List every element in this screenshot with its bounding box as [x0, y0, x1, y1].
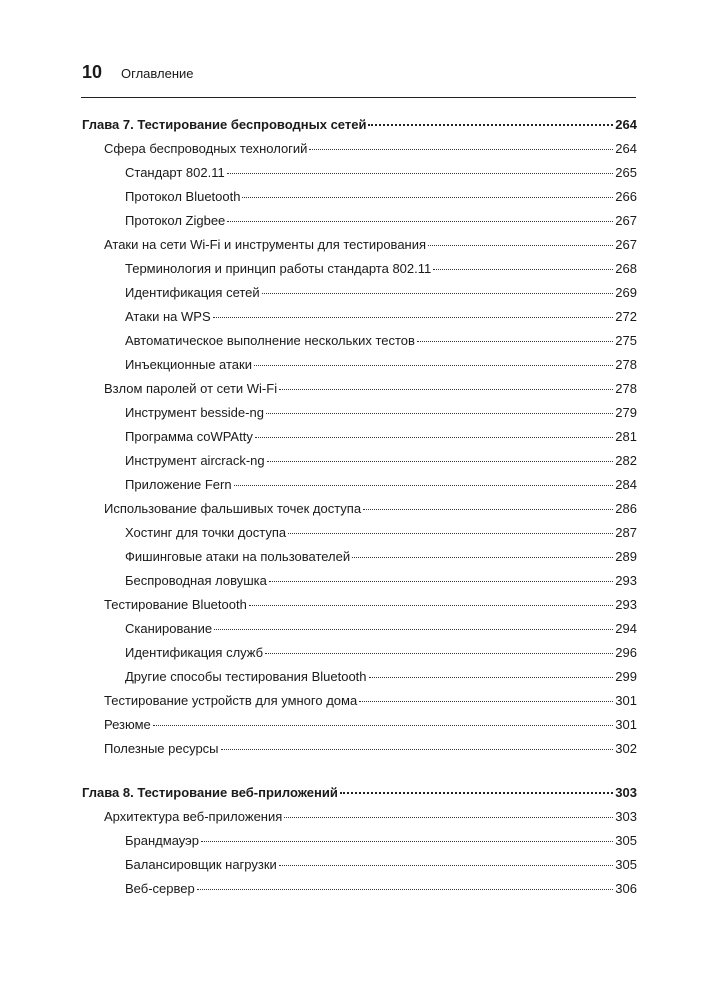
toc-entry: [125, 261, 637, 277]
dot-leader: [428, 245, 613, 246]
dot-leader: [201, 841, 613, 842]
toc-chapter: [82, 117, 637, 133]
toc-entry-title: Стандарт 802.11: [125, 165, 225, 180]
toc-entry-title: Резюме: [104, 717, 151, 732]
dot-leader: [309, 149, 613, 150]
dot-leader: [284, 817, 613, 818]
toc-entry: [125, 357, 637, 373]
toc-entry-page: 301: [615, 693, 637, 708]
toc-entry-title: Другие способы тестирования Bluetooth: [125, 669, 367, 684]
dot-leader: [359, 701, 613, 702]
dot-leader: [214, 629, 613, 630]
toc-entry-title: Веб-сервер: [125, 881, 195, 896]
dot-leader: [369, 677, 614, 678]
toc-entry: [104, 597, 637, 613]
dot-leader: [267, 461, 614, 462]
dot-leader: [227, 173, 614, 174]
toc-entry-page: 281: [615, 429, 637, 444]
toc-entry-title: Брандмауэр: [125, 833, 199, 848]
toc-entry-title: Инструмент besside-ng: [125, 405, 264, 420]
toc-entry-page: 264: [615, 141, 637, 156]
toc-entry: [125, 189, 637, 205]
toc-entry-title: Глава 8. Тестирование веб-приложений: [82, 785, 338, 800]
toc-entry: [125, 573, 637, 589]
toc-entry: [104, 141, 637, 157]
running-title: Оглавление: [121, 66, 194, 81]
toc-entry-title: Архитектура веб-приложения: [104, 809, 283, 824]
toc-entry-title: Глава 7. Тестирование беспроводных сетей: [82, 117, 367, 132]
toc-entry-title: Программа coWPAtty: [125, 429, 253, 444]
toc-entry-title: Инъекционные атаки: [125, 357, 252, 372]
toc-entry: [104, 381, 637, 397]
toc-entry-page: 294: [615, 621, 637, 636]
toc-entry-page: 284: [615, 477, 637, 492]
dot-leader: [417, 341, 613, 342]
toc-entry-page: 278: [615, 381, 637, 396]
toc-entry-page: 306: [615, 881, 637, 896]
page-header: [82, 62, 194, 83]
toc-entry-title: Фишинговые атаки на пользователей: [125, 549, 351, 564]
dot-leader: [279, 865, 614, 866]
dot-leader: [249, 605, 613, 606]
toc-entry-page: 303: [615, 785, 637, 800]
toc-entry-page: 305: [615, 833, 637, 848]
toc-entry-page: 272: [615, 309, 637, 324]
dot-leader: [234, 485, 614, 486]
toc-entry: [125, 621, 637, 637]
page-number: 10: [82, 62, 103, 82]
toc-entry-page: 265: [615, 165, 637, 180]
toc-entry: [104, 717, 637, 733]
toc-entry: [104, 237, 637, 253]
dot-leader: [352, 557, 613, 558]
toc-entry-page: 269: [615, 285, 637, 300]
toc-entry-title: Приложение Fern: [125, 477, 232, 492]
dot-leader: [279, 389, 613, 390]
toc-entry-page: 266: [615, 189, 637, 204]
toc-entry-page: 267: [615, 237, 637, 252]
toc-entry-page: 293: [615, 573, 637, 588]
toc-entry-page: 301: [615, 717, 637, 732]
dot-leader: [266, 413, 613, 414]
toc-entry-page: 282: [615, 453, 637, 468]
toc-entry-page: 299: [615, 669, 637, 684]
toc-entry-page: 293: [615, 597, 637, 612]
toc-entry-title: Полезные ресурсы: [104, 741, 219, 756]
dot-leader: [363, 509, 613, 510]
toc-entry-page: 268: [615, 261, 637, 276]
toc-entry-title: Терминология и принцип работы стандарта 802.11: [125, 261, 432, 276]
toc-entry: [104, 693, 637, 709]
toc-entry-title: Протокол Zigbee: [125, 213, 226, 228]
dot-leader: [433, 269, 613, 270]
toc-entry: [125, 213, 637, 229]
toc-entry: [125, 645, 637, 661]
toc-entry-title: Идентификация сетей: [125, 285, 260, 300]
dot-leader: [269, 581, 613, 582]
toc-entry: [125, 453, 637, 469]
toc-entry: [125, 333, 637, 349]
toc-entry-page: 275: [615, 333, 637, 348]
toc-entry-page: 278: [615, 357, 637, 372]
toc-entry: [125, 429, 637, 445]
toc-entry: [125, 309, 637, 325]
toc-entry: [104, 741, 637, 757]
dot-leader: [340, 792, 613, 794]
toc-entry-title: Идентификация служб: [125, 645, 264, 660]
toc-entry: [125, 525, 637, 541]
toc-entry-page: 286: [615, 501, 637, 516]
dot-leader: [153, 725, 614, 726]
dot-leader: [254, 365, 613, 366]
toc-entry: [125, 285, 637, 301]
toc-entry-page: 287: [615, 525, 637, 540]
toc-entry-page: 303: [615, 809, 637, 824]
dot-leader: [265, 653, 613, 654]
toc-entry-page: 289: [615, 549, 637, 564]
toc-entry: [104, 809, 637, 825]
toc-entry: [125, 549, 637, 565]
toc-entry: [125, 833, 637, 849]
toc-entry: [104, 501, 637, 517]
dot-leader: [368, 124, 613, 126]
dot-leader: [227, 221, 613, 222]
toc-entry-page: 302: [615, 741, 637, 756]
dot-leader: [262, 293, 614, 294]
toc-entry-title: Использование фальшивых точек доступа: [104, 501, 362, 516]
toc-entry-title: Атаки на сети Wi-Fi и инструменты для тестирования: [104, 237, 427, 252]
header-rule: [81, 97, 636, 98]
toc-entry-title: Сканирование: [125, 621, 213, 636]
toc-entry: [125, 477, 637, 493]
dot-leader: [221, 749, 614, 750]
dot-leader: [255, 437, 613, 438]
toc-entry: [125, 405, 637, 421]
toc-entry-title: Автоматическое выполнение нескольких тестов: [125, 333, 415, 348]
toc-entry-title: Тестирование Bluetooth: [104, 597, 247, 612]
toc-entry-title: Протокол Bluetooth: [125, 189, 241, 204]
toc-entry-page: 264: [615, 117, 637, 132]
toc-entry-page: 305: [615, 857, 637, 872]
toc-entry-title: Сфера беспроводных технологий: [104, 141, 308, 156]
toc-entry-title: Атаки на WPS: [125, 309, 211, 324]
toc-entry-title: Взлом паролей от сети Wi-Fi: [104, 381, 278, 396]
toc-entry-page: 267: [615, 213, 637, 228]
toc-entry: [125, 669, 637, 685]
toc-entry-title: Беспроводная ловушка: [125, 573, 267, 588]
toc-entry-page: 279: [615, 405, 637, 420]
toc-entry: [125, 165, 637, 181]
toc-entry: [125, 857, 637, 873]
toc-entry-title: Балансировщик нагрузки: [125, 857, 277, 872]
dot-leader: [242, 197, 613, 198]
dot-leader: [197, 889, 614, 890]
toc-entry-title: Инструмент aircrack-ng: [125, 453, 265, 468]
toc-chapter: [82, 785, 637, 801]
dot-leader: [288, 533, 613, 534]
toc-entry-title: Хостинг для точки доступа: [125, 525, 287, 540]
toc-entry-page: 296: [615, 645, 637, 660]
toc-entry-title: Тестирование устройств для умного дома: [104, 693, 358, 708]
dot-leader: [213, 317, 614, 318]
toc-entry: [125, 881, 637, 897]
